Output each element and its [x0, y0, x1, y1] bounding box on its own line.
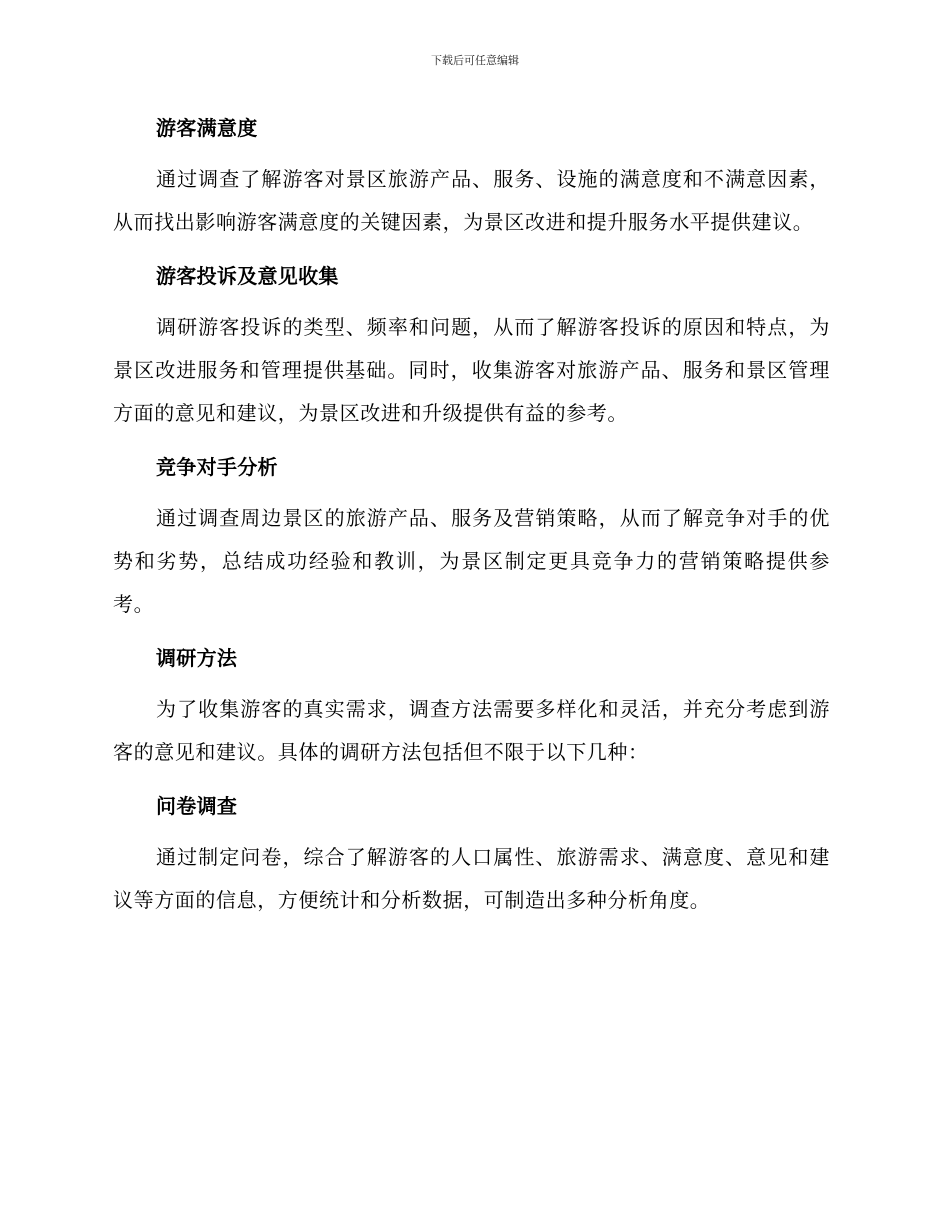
section-heading-competitors: 竞争对手分析: [156, 455, 278, 479]
section-heading-questionnaire: 问卷调查: [156, 794, 238, 818]
page-header: 下载后可任意编辑: [431, 54, 519, 67]
document-body: [113, 110, 830, 936]
section-paragraph-methods: 为了收集游客的真实需求，调查方法需要多样化和灵活，并充分考虑到游客的意见和建议。具体的调研方法包括但不限于以下几种：: [113, 697, 830, 764]
section-heading-methods: 调研方法: [156, 646, 238, 670]
section-paragraph-complaints: 调研游客投诉的类型、频率和问题，从而了解游客投诉的原因和特点，为景区改进服务和管理提供基础。同时，收集游客对旅游产品、服务和景区管理方面的意见和建议，为景区改进和升级提供有益的参考。: [113, 315, 830, 425]
section-paragraph-questionnaire: 通过制定问卷，综合了解游客的人口属性、旅游需求、满意度、意见和建议等方面的信息，方便统计和分析数据，可制造出多种分析角度。: [113, 845, 830, 912]
section-heading-complaints: 游客投诉及意见收集: [156, 264, 339, 288]
section-heading-satisfaction: 游客满意度: [156, 116, 258, 140]
section-paragraph-competitors: 通过调查周边景区的旅游产品、服务及营销策略，从而了解竞争对手的优势和劣势，总结成功经验和教训，为景区制定更具竞争力的营销策略提供参考。: [113, 506, 830, 616]
section-paragraph-satisfaction: 通过调查了解游客对景区旅游产品、服务、设施的满意度和不满意因素，从而找出影响游客满意度的关键因素，为景区改进和提升服务水平提供建议。: [113, 167, 830, 234]
